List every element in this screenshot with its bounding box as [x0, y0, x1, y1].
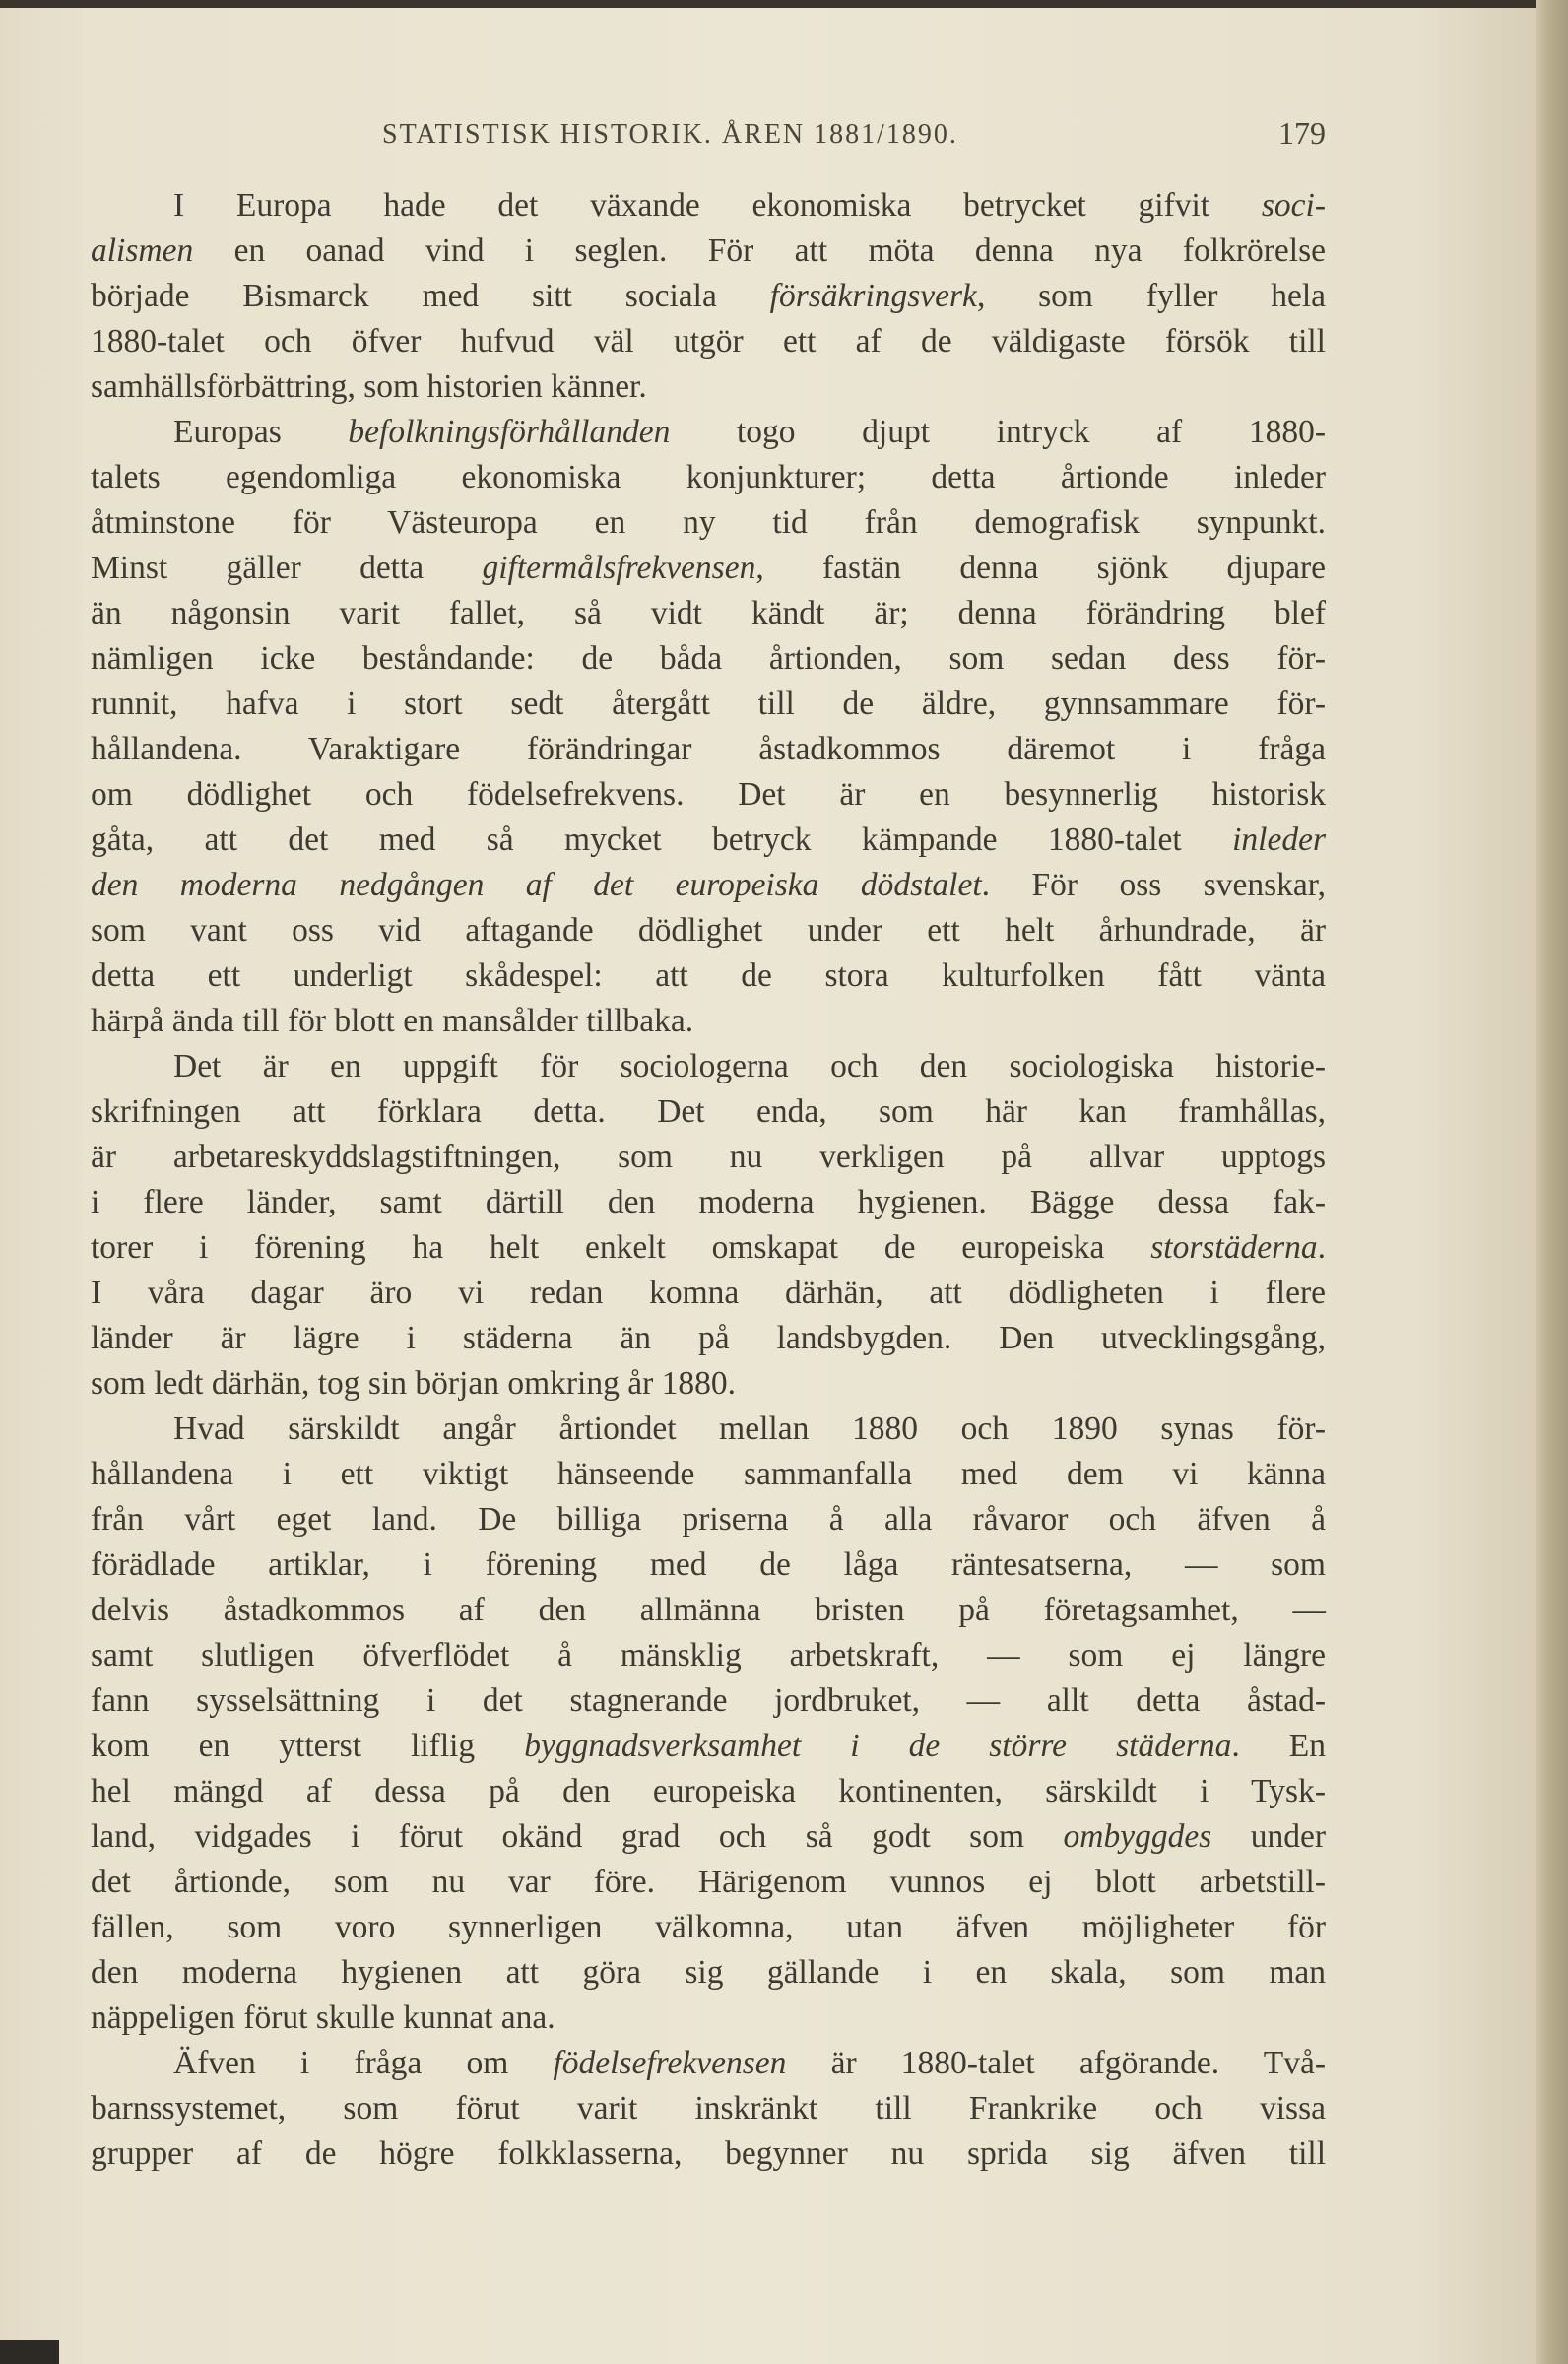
text-segment: nämligen icke beståndande: de båda årtionden, som sedan dess för- — [91, 640, 1326, 677]
text-line — [91, 364, 1326, 410]
text-line — [91, 999, 1326, 1044]
text-line — [91, 636, 1326, 682]
text-line — [91, 319, 1326, 364]
text-line — [91, 229, 1326, 274]
text-segment: hållandena i ett viktigt hänseende sammanfalla med dem vi känna — [91, 1456, 1326, 1492]
text-line — [91, 1860, 1326, 1905]
text-segment: från vårt eget land. De billiga priserna å alla råvaror och äfven å — [91, 1501, 1326, 1538]
text-segment: . För oss svenskar, — [981, 867, 1326, 903]
text-segment: detta ett underligt skådespel: att de stora kulturfolken fått vänta — [91, 957, 1326, 994]
text-line — [91, 2041, 1326, 2086]
text-segment: gåta, att det med så mycket betryck kämpande 1880-talet — [91, 821, 1233, 858]
text-line — [91, 1543, 1326, 1588]
text-line — [91, 1769, 1326, 1814]
text-line — [91, 772, 1326, 818]
text-segment: under — [1211, 1818, 1326, 1855]
italic-text: soci- — [1261, 187, 1326, 224]
text-line — [91, 1407, 1326, 1452]
text-segment: den moderna hygienen att göra sig gällande i en skala, som man — [91, 1954, 1326, 1991]
italic-text: befolkningsförhållanden — [348, 414, 671, 450]
text-segment: delvis åstadkommos af den allmänna bristen på företagsamhet, — — [91, 1592, 1326, 1628]
body-text — [91, 183, 1326, 2177]
text-line — [91, 500, 1326, 546]
text-segment: Det är en uppgift för sociologerna och den sociologiska historie- — [173, 1048, 1326, 1084]
text-segment: 1880-talet och öfver hufvud väl utgör ett af de väldigaste försök till — [91, 323, 1326, 360]
text-segment: , som fyller hela — [976, 278, 1326, 314]
text-line — [91, 183, 1326, 229]
text-segment: Minst gäller detta — [91, 550, 483, 586]
text-segment: I våra dagar äro vi redan komna därhän, att dödligheten i flere — [91, 1275, 1326, 1311]
text-segment: . En — [1231, 1728, 1326, 1764]
text-line — [91, 727, 1326, 772]
text-segment: än någonsin varit fallet, så vidt kändt är; denna förändring blef — [91, 595, 1326, 631]
text-segment: Hvad särskildt angår årtiondet mellan 1880 och 1890 synas för- — [173, 1411, 1326, 1447]
text-line — [91, 1678, 1326, 1724]
text-segment: är 1880-talet afgörande. Två- — [786, 2045, 1326, 2081]
running-head — [382, 115, 1326, 159]
text-segment: samt slutligen öfverflödet å mänsklig arbetskraft, — som ej längre — [91, 1637, 1326, 1674]
text-line — [91, 274, 1326, 319]
text-line — [91, 908, 1326, 953]
italic-text: alismen — [91, 232, 194, 269]
text-segment: runnit, hafva i stort sedt återgått till de äldre, gynnsammare för- — [91, 686, 1326, 722]
text-segment: är arbetareskyddslagstiftningen, som nu verkligen på allvar upptogs — [91, 1139, 1326, 1175]
text-line — [91, 1044, 1326, 1089]
text-line — [91, 591, 1326, 636]
text-segment: om dödlighet och födelsefrekvens. Det är en besynnerlig historisk — [91, 776, 1326, 813]
text-segment: torer i förening ha helt enkelt omskapat de europeiska — [91, 1229, 1151, 1266]
page-number: 179 — [1278, 115, 1326, 151]
italic-text: den moderna nedgången af det europeiska dödstalet — [91, 867, 982, 903]
scan-corner-shadow — [0, 2340, 59, 2364]
book-page — [0, 8, 1536, 2364]
italic-text: giftermålsfrekvensen — [482, 550, 756, 586]
italic-text: ombyggdes — [1063, 1818, 1212, 1855]
text-segment: samhällsförbättring, som historien känner. — [91, 368, 647, 405]
text-segment: fann sysselsättning i det stagnerande jordbruket, — allt detta åstad- — [91, 1682, 1326, 1719]
text-line — [91, 410, 1326, 455]
text-line — [91, 682, 1326, 727]
text-line — [91, 1905, 1326, 1950]
text-segment: det årtionde, som nu var före. Härigenom vunnos ej blott arbetstill- — [91, 1864, 1326, 1900]
text-segment: . — [1317, 1229, 1326, 1266]
text-segment: förädlade artiklar, i förening med de låga räntesatserna, — som — [91, 1546, 1326, 1583]
text-segment: skrifningen att förklara detta. Det enda, som här kan framhållas, — [91, 1093, 1326, 1130]
text-line — [91, 1271, 1326, 1316]
text-segment: i flere länder, samt därtill den moderna hygienen. Bägge dessa fak- — [91, 1184, 1326, 1220]
running-head-title: STATISTISK HISTORIK. ÅREN 1881/1890. — [382, 119, 958, 150]
text-line — [91, 1452, 1326, 1497]
text-line — [91, 1996, 1326, 2041]
text-segment: en oanad vind i seglen. För att möta denna nya folkrörelse — [193, 232, 1326, 269]
text-line — [91, 863, 1326, 908]
text-line — [91, 1814, 1326, 1860]
text-line — [91, 1497, 1326, 1543]
text-line — [91, 2132, 1326, 2177]
text-segment: åtminstone för Västeuropa en ny tid från demografisk synpunkt. — [91, 504, 1326, 541]
text-segment: barnssystemet, som förut varit inskränkt till Frankrike och vissa — [91, 2090, 1326, 2127]
text-segment: grupper af de högre folkklasserna, begynner nu sprida sig äfven till — [91, 2135, 1326, 2172]
text-segment: Äfven i fråga om — [173, 2045, 554, 2081]
text-line — [91, 1089, 1326, 1135]
text-segment: fällen, som voro synnerligen välkomna, utan äfven möjligheter för — [91, 1909, 1326, 1945]
text-line — [91, 1180, 1326, 1225]
text-line — [91, 1633, 1326, 1678]
text-segment: talets egendomliga ekonomiska konjunkturer; detta årtionde inleder — [91, 459, 1326, 495]
text-segment: som vant oss vid aftagande dödlighet under ett helt århundrade, är — [91, 912, 1326, 949]
text-segment: kom en ytterst liflig — [91, 1728, 525, 1764]
italic-text: födelsefrekvensen — [553, 2045, 787, 2081]
page-gutter-edge — [1536, 0, 1568, 2364]
italic-text: försäkringsverk — [769, 278, 977, 314]
text-line — [91, 2086, 1326, 2132]
italic-text: storstäderna — [1150, 1229, 1318, 1266]
text-line — [91, 1225, 1326, 1271]
text-line — [91, 1316, 1326, 1361]
italic-text: inleder — [1232, 821, 1326, 858]
text-segment: Europas — [173, 414, 349, 450]
text-segment: togo djupt intryck af 1880- — [670, 414, 1326, 450]
italic-text: byggnadsverksamhet i de större städerna — [524, 1728, 1232, 1764]
text-line — [91, 455, 1326, 500]
text-segment: näppeligen förut skulle kunnat ana. — [91, 2000, 555, 2036]
text-line — [91, 1724, 1326, 1769]
scan-top-edge — [0, 0, 1568, 8]
text-line — [91, 546, 1326, 591]
text-line — [91, 818, 1326, 863]
text-segment: hel mängd af dessa på den europeiska kontinenten, särskildt i Tysk- — [91, 1773, 1326, 1809]
text-segment: länder är lägre i städerna än på landsbygden. Den utvecklingsgång, — [91, 1320, 1326, 1356]
text-line — [91, 1588, 1326, 1633]
text-segment: land, vidgades i förut okänd grad och så godt som — [91, 1818, 1064, 1855]
text-segment: , fastän denna sjönk djupare — [755, 550, 1326, 586]
text-segment: hållandena. Varaktigare förändringar åstadkommos däremot i fråga — [91, 731, 1326, 767]
text-segment: I Europa hade det växande ekonomiska betrycket gifvit — [173, 187, 1262, 224]
text-segment: härpå ända till för blott en mansålder tillbaka. — [91, 1003, 694, 1039]
text-line — [91, 1950, 1326, 1996]
text-line — [91, 1135, 1326, 1180]
text-segment: började Bismarck med sitt sociala — [91, 278, 770, 314]
text-line — [91, 953, 1326, 999]
text-segment: som ledt därhän, tog sin början omkring år 1880. — [91, 1365, 737, 1402]
text-line — [91, 1361, 1326, 1407]
